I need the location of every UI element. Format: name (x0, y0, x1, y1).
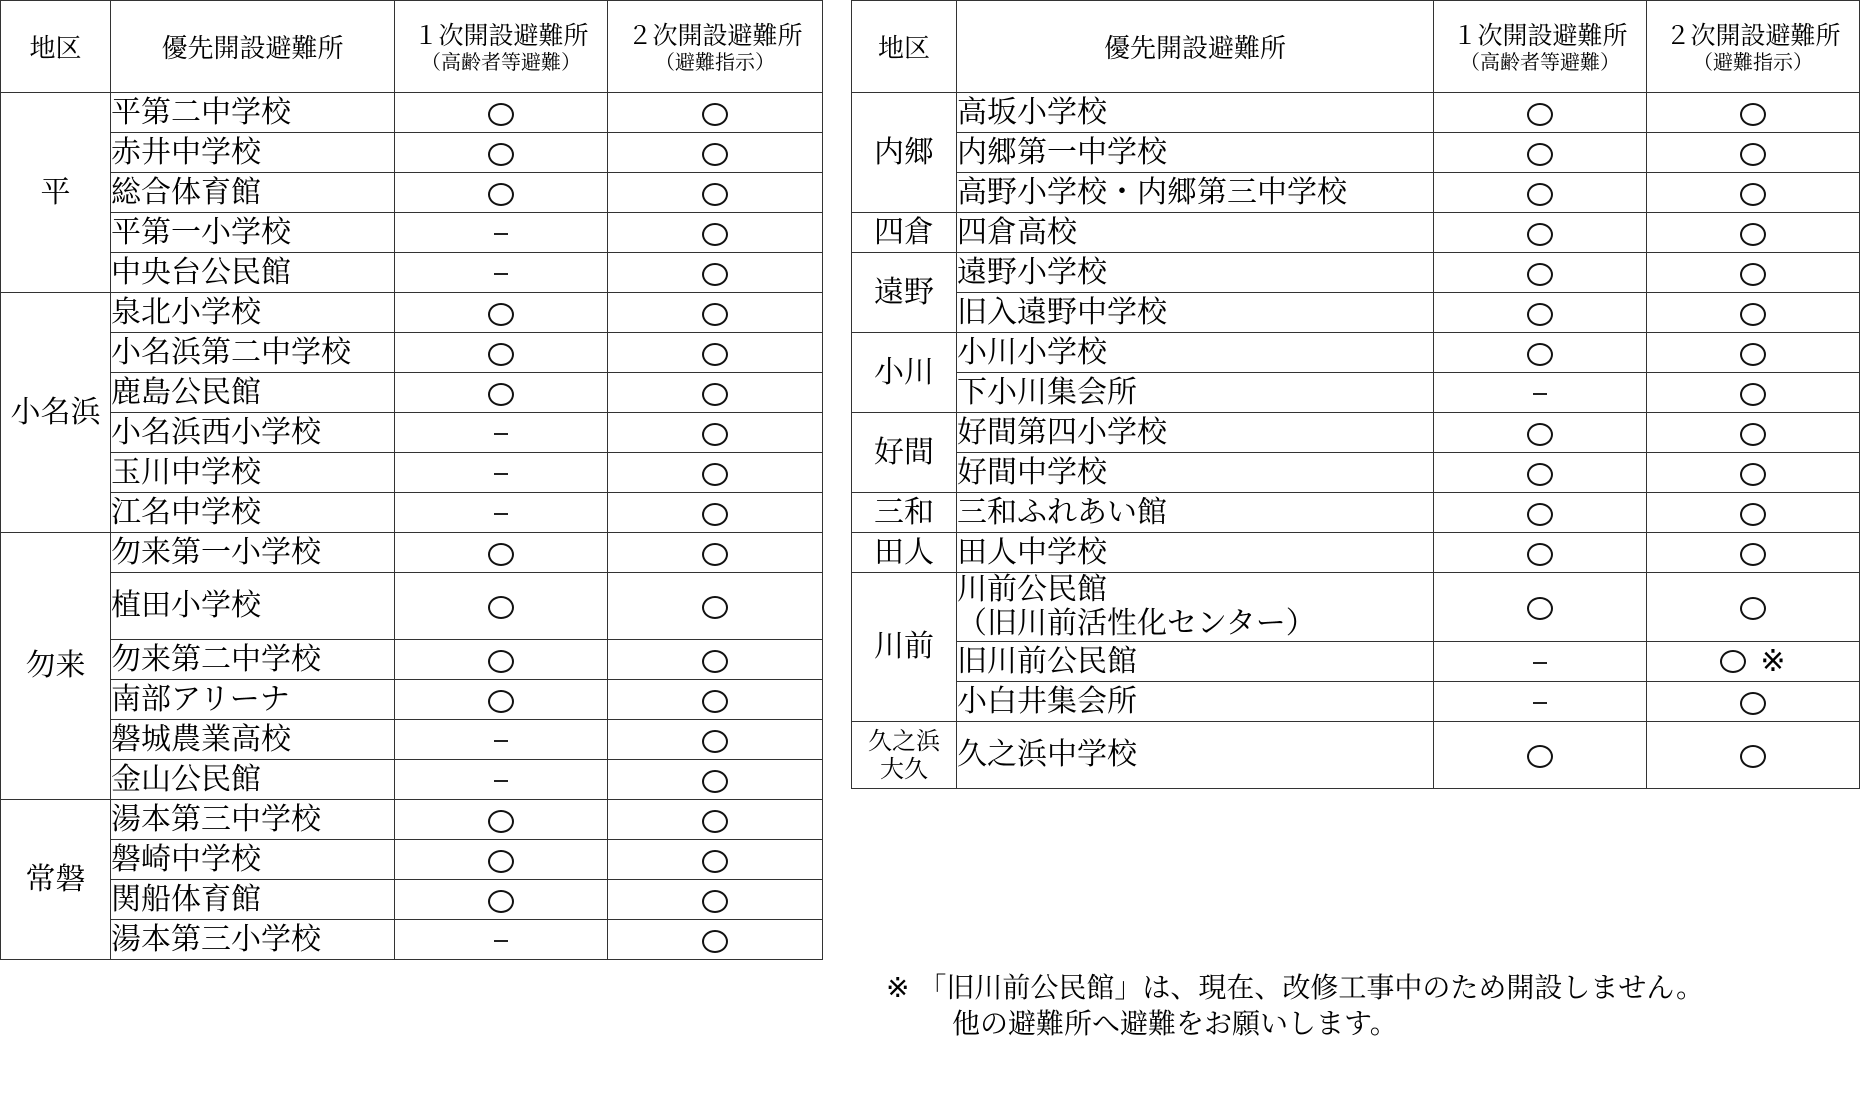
facility-cell (111, 253, 395, 293)
dash-mark (494, 780, 508, 782)
open-circle-mark (702, 343, 728, 366)
table-row (852, 293, 1860, 333)
footnote (886, 970, 1704, 1042)
primary-shelter-cell (1434, 293, 1647, 333)
dash-mark (494, 513, 508, 515)
facility-cell (111, 880, 395, 920)
facility-cell (957, 453, 1434, 493)
table-row (852, 533, 1860, 573)
facility-cell (111, 680, 395, 720)
facility-name: 高坂小学校 (957, 94, 1107, 130)
facility-cell (111, 573, 395, 640)
facility-cell (957, 413, 1434, 453)
secondary-shelter-cell (608, 760, 823, 800)
facility-name: 田人中学校 (957, 534, 1107, 570)
primary-shelter-cell (395, 640, 608, 680)
open-circle-mark (1527, 463, 1553, 486)
primary-shelter-cell (1434, 133, 1647, 173)
primary-shelter-cell (1434, 253, 1647, 293)
table-row (852, 642, 1860, 682)
open-circle-mark (1527, 103, 1553, 126)
facility-cell (957, 173, 1434, 213)
primary-shelter-cell (395, 840, 608, 880)
primary-shelter-cell (395, 373, 608, 413)
open-circle-mark (488, 690, 514, 713)
facility-cell (957, 493, 1434, 533)
facility-name: 金山公民館 (111, 761, 261, 797)
dash-mark (494, 233, 508, 235)
open-circle-mark (1740, 423, 1766, 446)
open-circle-mark (1740, 597, 1766, 620)
table-row (1, 760, 823, 800)
primary-shelter-cell (395, 133, 608, 173)
facility-name: 好間第四小学校 (957, 414, 1167, 450)
secondary-shelter-cell (1647, 453, 1860, 493)
open-circle-mark (702, 263, 728, 286)
secondary-shelter-cell (1647, 133, 1860, 173)
district-cell: 勿来 (1, 533, 111, 800)
open-circle-mark (702, 143, 728, 166)
facility-cell (957, 333, 1434, 373)
table-row (1, 293, 823, 333)
table-row (1, 173, 823, 213)
open-circle-mark (1527, 597, 1553, 620)
open-circle-mark (488, 810, 514, 833)
open-circle-mark (488, 143, 514, 166)
facility-cell (111, 93, 395, 133)
secondary-shelter-cell (1647, 373, 1860, 413)
primary-shelter-cell (395, 333, 608, 373)
primary-shelter-cell (395, 173, 608, 213)
primary-shelter-cell (395, 880, 608, 920)
facility-name: 内郷第一中学校 (957, 134, 1167, 170)
facility-cell (957, 213, 1434, 253)
primary-shelter-cell (395, 920, 608, 960)
open-circle-mark (1527, 745, 1553, 768)
facility-cell (957, 682, 1434, 722)
open-circle-mark (702, 690, 728, 713)
open-circle-mark (702, 596, 728, 619)
open-circle-mark (1527, 303, 1553, 326)
table-row (1, 800, 823, 840)
facility-cell (957, 93, 1434, 133)
open-circle-mark (488, 303, 514, 326)
open-circle-mark (702, 890, 728, 913)
open-circle-mark (702, 650, 728, 673)
open-circle-mark (1740, 745, 1766, 768)
table-row (1, 373, 823, 413)
open-circle-mark (1527, 343, 1553, 366)
facility-name: 磐崎中学校 (111, 841, 261, 877)
facility-name: 江名中学校 (111, 494, 261, 530)
table-row (852, 682, 1860, 722)
facility-cell (111, 720, 395, 760)
primary-shelter-cell (1434, 493, 1647, 533)
facility-cell (111, 213, 395, 253)
facility-cell (957, 573, 1434, 642)
header-row (852, 1, 1860, 93)
header-primary-main: １次開設避難所 (413, 20, 589, 50)
facility-cell (111, 333, 395, 373)
open-circle-mark (1740, 143, 1766, 166)
primary-shelter-cell (1434, 173, 1647, 213)
primary-shelter-cell (1434, 413, 1647, 453)
table-row (1, 840, 823, 880)
facility-cell (111, 840, 395, 880)
dash-mark (1533, 702, 1547, 704)
open-circle-mark (1740, 503, 1766, 526)
primary-shelter-cell (395, 93, 608, 133)
open-circle-mark (488, 596, 514, 619)
table-row (1, 93, 823, 133)
secondary-shelter-cell (608, 840, 823, 880)
table-row (1, 640, 823, 680)
primary-shelter-cell (395, 720, 608, 760)
open-circle-mark (1527, 423, 1553, 446)
facility-name: 川前公民館 (957, 572, 1107, 607)
dash-mark (494, 940, 508, 942)
secondary-shelter-cell (608, 573, 823, 640)
facility-cell (111, 800, 395, 840)
header-row (1, 1, 823, 93)
table-row (852, 173, 1860, 213)
table-row (1, 133, 823, 173)
facility-name: 湯本第三小学校 (111, 921, 321, 957)
open-circle-mark (702, 223, 728, 246)
facility-cell (957, 253, 1434, 293)
secondary-shelter-cell (1647, 293, 1860, 333)
open-circle-mark (1740, 692, 1766, 715)
facility-cell (111, 373, 395, 413)
primary-shelter-cell (395, 413, 608, 453)
secondary-shelter-cell (1647, 722, 1860, 789)
open-circle-mark (702, 770, 728, 793)
header-secondary-sub: （避難指示） (655, 49, 775, 74)
open-circle-mark (1527, 543, 1553, 566)
district-cell: 三和 (852, 493, 957, 533)
facility-name: 小川小学校 (957, 334, 1107, 370)
primary-shelter-cell (395, 680, 608, 720)
primary-shelter-cell (395, 760, 608, 800)
header-secondary-shelter (608, 1, 823, 93)
secondary-shelter-cell (608, 640, 823, 680)
open-circle-mark (702, 303, 728, 326)
header-district: 地区 (1, 1, 111, 93)
dash-mark (494, 433, 508, 435)
secondary-shelter-cell (608, 333, 823, 373)
facility-cell (111, 453, 395, 493)
header-primary-shelter (395, 1, 608, 93)
primary-shelter-cell (395, 453, 608, 493)
table-row (1, 453, 823, 493)
header-facility: 優先開設避難所 (111, 1, 395, 93)
facility-name: 平第一小学校 (111, 214, 291, 250)
table-row (1, 880, 823, 920)
open-circle-mark (1740, 463, 1766, 486)
header-secondary-shelter (1647, 1, 1860, 93)
open-circle-mark (488, 890, 514, 913)
table-row (1, 213, 823, 253)
primary-shelter-cell (395, 493, 608, 533)
facility-name: 遠野小学校 (957, 254, 1107, 290)
open-circle-mark (1740, 223, 1766, 246)
footnote-line-2: 他の避難所へ避難をお願いします。 (952, 1007, 1398, 1040)
facility-name: 植田小学校 (111, 588, 261, 623)
open-circle-mark (488, 383, 514, 406)
primary-shelter-cell (1434, 453, 1647, 493)
open-circle-mark (1740, 103, 1766, 126)
table-row (852, 213, 1860, 253)
district-cell: 川前 (852, 573, 957, 722)
header-primary-main: １次開設避難所 (1452, 20, 1628, 50)
primary-shelter-cell (1434, 373, 1647, 413)
open-circle-mark (702, 543, 728, 566)
secondary-shelter-cell (608, 680, 823, 720)
dash-mark (494, 740, 508, 742)
secondary-shelter-cell (1647, 253, 1860, 293)
facility-name: 四倉高校 (957, 214, 1077, 250)
open-circle-mark (1740, 303, 1766, 326)
secondary-shelter-cell (608, 373, 823, 413)
table-row (852, 453, 1860, 493)
table-row (1, 333, 823, 373)
district-cell: 四倉 (852, 213, 957, 253)
open-circle-mark (702, 183, 728, 206)
facility-cell (957, 133, 1434, 173)
facility-name: 鹿島公民館 (111, 374, 261, 410)
secondary-shelter-cell (1647, 333, 1860, 373)
dash-mark (494, 273, 508, 275)
primary-shelter-cell (395, 533, 608, 573)
open-circle-mark (702, 730, 728, 753)
open-circle-mark (488, 343, 514, 366)
open-circle-mark (1740, 543, 1766, 566)
open-circle-mark (1527, 143, 1553, 166)
facility-name: 玉川中学校 (111, 454, 261, 490)
secondary-shelter-cell (608, 253, 823, 293)
primary-shelter-cell (395, 800, 608, 840)
secondary-shelter-cell (1647, 573, 1860, 642)
open-circle-mark (702, 930, 728, 953)
open-circle-mark (1740, 343, 1766, 366)
open-circle-mark (1740, 183, 1766, 206)
facility-name: 勿来第二中学校 (111, 641, 321, 677)
facility-name: 湯本第三中学校 (111, 801, 321, 837)
table-row (852, 493, 1860, 533)
secondary-shelter-cell (608, 413, 823, 453)
district-cell: 田人 (852, 533, 957, 573)
facility-name: 南部アリーナ (111, 681, 290, 717)
open-circle-mark (702, 103, 728, 126)
open-circle-mark (488, 543, 514, 566)
open-circle-mark (702, 463, 728, 486)
district-cell: 小名浜 (1, 293, 111, 533)
facility-name: 勿来第一小学校 (111, 534, 321, 570)
table-row (1, 533, 823, 573)
table-row (1, 680, 823, 720)
open-circle-mark (1720, 650, 1746, 673)
secondary-shelter-cell (608, 880, 823, 920)
secondary-shelter-cell (1647, 173, 1860, 213)
header-secondary-main: ２次開設避難所 (1665, 20, 1841, 50)
facility-name: 関船体育館 (111, 881, 261, 917)
district-cell: 常磐 (1, 800, 111, 960)
district-cell: 久之浜 大久 (852, 722, 957, 789)
secondary-shelter-cell (1647, 533, 1860, 573)
table-row (1, 573, 823, 640)
secondary-shelter-cell (608, 93, 823, 133)
table-body-left (1, 93, 823, 960)
header-primary-shelter (1434, 1, 1647, 93)
footnote-line-1: ※ 「旧川前公民館」は、現在、改修工事中のため開設しません。 (886, 971, 1705, 1004)
dash-mark (1533, 393, 1547, 395)
primary-shelter-cell (1434, 213, 1647, 253)
secondary-shelter-cell (1647, 493, 1860, 533)
dash-mark (1533, 662, 1547, 664)
facility-name: 赤井中学校 (111, 134, 261, 170)
open-circle-mark (1527, 263, 1553, 286)
facility-cell (111, 493, 395, 533)
open-circle-mark (488, 650, 514, 673)
open-circle-mark (702, 850, 728, 873)
table-row (852, 333, 1860, 373)
table-row (852, 93, 1860, 133)
secondary-shelter-cell (1647, 642, 1860, 682)
facility-name: 中央台公民館 (111, 254, 291, 290)
facility-name: 泉北小学校 (111, 294, 261, 330)
table-row (1, 720, 823, 760)
primary-shelter-cell (1434, 93, 1647, 133)
open-circle-mark (1527, 503, 1553, 526)
district-cell: 小川 (852, 333, 957, 413)
table-row (852, 253, 1860, 293)
table-row (852, 573, 1860, 642)
facility-cell (111, 133, 395, 173)
secondary-shelter-cell (1647, 213, 1860, 253)
secondary-shelter-cell (608, 213, 823, 253)
facility-cell (111, 533, 395, 573)
facility-name: 小名浜第二中学校 (111, 334, 351, 370)
secondary-shelter-cell (1647, 93, 1860, 133)
primary-shelter-cell (1434, 573, 1647, 642)
district-cell: 遠野 (852, 253, 957, 333)
facility-cell (111, 640, 395, 680)
facility-cell (111, 760, 395, 800)
facility-name: 好間中学校 (957, 454, 1107, 490)
open-circle-mark (1740, 263, 1766, 286)
open-circle-mark (1527, 183, 1553, 206)
secondary-shelter-cell (608, 293, 823, 333)
primary-shelter-cell (395, 213, 608, 253)
secondary-shelter-cell (608, 720, 823, 760)
district-cell: 平 (1, 93, 111, 293)
table-row (852, 373, 1860, 413)
secondary-shelter-cell (608, 920, 823, 960)
primary-shelter-cell (1434, 642, 1647, 682)
header-primary-sub: （高齢者等避難） (421, 49, 581, 74)
district-cell: 内郷 (852, 93, 957, 213)
district-cell: 好間 (852, 413, 957, 493)
facility-cell (957, 293, 1434, 333)
header-district: 地区 (852, 1, 957, 93)
table-body-right (852, 93, 1860, 789)
facility-name: 小白井集会所 (957, 683, 1137, 719)
table-row (852, 413, 1860, 453)
primary-shelter-cell (395, 573, 608, 640)
facility-name-sub: （旧川前活性化センター） (957, 606, 1316, 641)
table-row (852, 133, 1860, 173)
primary-shelter-cell (1434, 333, 1647, 373)
facility-cell (111, 920, 395, 960)
table-row (1, 253, 823, 293)
primary-shelter-cell (1434, 722, 1647, 789)
primary-shelter-cell (395, 293, 608, 333)
primary-shelter-cell (1434, 682, 1647, 722)
secondary-shelter-cell (608, 800, 823, 840)
secondary-shelter-cell (1647, 682, 1860, 722)
open-circle-mark (1527, 223, 1553, 246)
facility-name: 久之浜中学校 (957, 737, 1137, 772)
facility-name: 高野小学校・内郷第三中学校 (957, 174, 1347, 210)
primary-shelter-cell (395, 253, 608, 293)
facility-cell (957, 642, 1434, 682)
facility-name: 平第二中学校 (111, 94, 291, 130)
facility-cell (957, 533, 1434, 573)
facility-name: 旧入遠野中学校 (957, 294, 1167, 330)
header-facility: 優先開設避難所 (957, 1, 1434, 93)
secondary-shelter-cell (608, 453, 823, 493)
header-primary-sub: （高齢者等避難） (1460, 49, 1620, 74)
primary-shelter-cell (1434, 533, 1647, 573)
shelter-table-left (0, 0, 823, 960)
facility-cell (111, 173, 395, 213)
facility-name: 磐城農業高校 (111, 721, 291, 757)
shelter-table-right (851, 0, 1860, 789)
facility-name: 旧川前公民館 (957, 643, 1137, 679)
open-circle-mark (702, 383, 728, 406)
header-secondary-sub: （避難指示） (1693, 49, 1813, 74)
facility-cell (111, 413, 395, 453)
facility-name: 小名浜西小学校 (111, 414, 321, 450)
open-circle-mark (702, 423, 728, 446)
secondary-shelter-cell (608, 533, 823, 573)
open-circle-mark (488, 850, 514, 873)
table-row (1, 920, 823, 960)
table-row (852, 722, 1860, 789)
facility-name: 三和ふれあい館 (957, 494, 1167, 530)
open-circle-mark (702, 503, 728, 526)
note-asterisk: ※ (1760, 644, 1786, 680)
open-circle-mark (488, 103, 514, 126)
open-circle-mark (702, 810, 728, 833)
secondary-shelter-cell (1647, 413, 1860, 453)
facility-cell (957, 373, 1434, 413)
header-secondary-main: ２次開設避難所 (627, 20, 803, 50)
facility-cell (111, 293, 395, 333)
facility-name: 総合体育館 (111, 174, 261, 210)
table-row (1, 493, 823, 533)
secondary-shelter-cell (608, 173, 823, 213)
dash-mark (494, 473, 508, 475)
open-circle-mark (488, 183, 514, 206)
facility-name: 下小川集会所 (957, 374, 1137, 410)
secondary-shelter-cell (608, 493, 823, 533)
secondary-shelter-cell (608, 133, 823, 173)
table-row (1, 413, 823, 453)
open-circle-mark (1740, 383, 1766, 406)
facility-cell (957, 722, 1434, 789)
